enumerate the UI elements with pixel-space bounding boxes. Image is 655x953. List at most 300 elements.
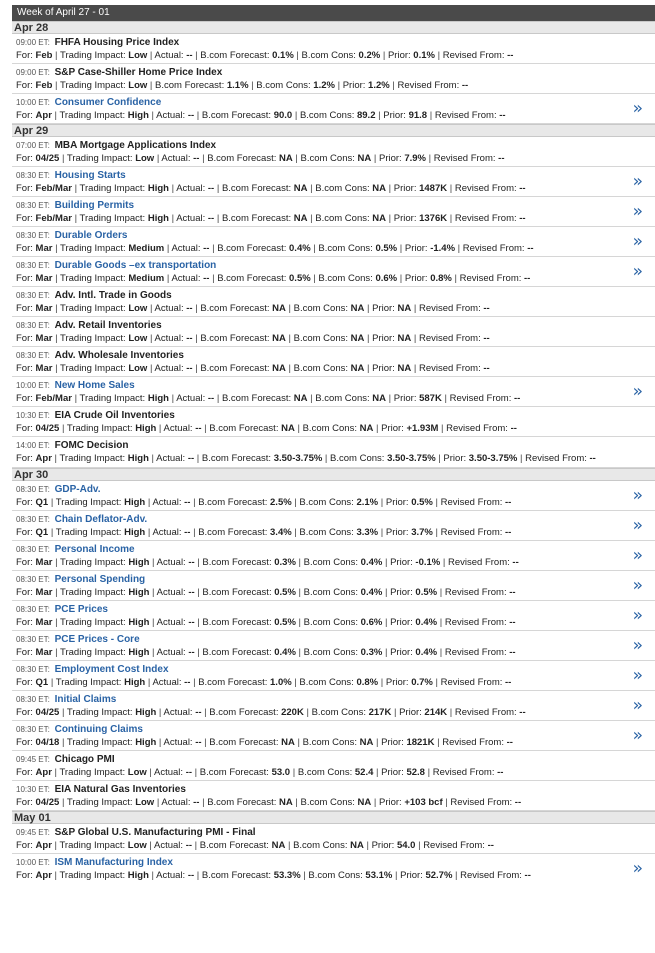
- event-name: Adv. Retail Inventories: [54, 320, 162, 331]
- consensus-value: 3.50-3.75%: [387, 453, 436, 464]
- forecast-value: NA: [272, 363, 286, 374]
- event-title-line: [16, 66, 655, 79]
- forecast-value: NA: [281, 737, 295, 748]
- prior-value: -0.1%: [415, 557, 441, 568]
- event-name-link[interactable]: New Home Sales: [54, 380, 135, 391]
- detail-label: Prior:: [372, 363, 395, 374]
- event-name-link[interactable]: Continuing Claims: [54, 724, 143, 735]
- revised-value: --: [509, 647, 516, 658]
- separator: |: [194, 870, 202, 881]
- event-details-line: [16, 869, 655, 882]
- detail-label: For:: [16, 363, 33, 374]
- event-row: [12, 257, 655, 287]
- event-title-line: [16, 259, 655, 272]
- detail-label: Revised From:: [525, 453, 587, 464]
- separator: |: [447, 707, 455, 718]
- detail-label: Trading Impact:: [59, 453, 126, 464]
- event-name-link[interactable]: Consumer Confidence: [54, 97, 162, 108]
- double-chevron-right-icon[interactable]: »: [632, 635, 643, 655]
- prior-value: 0.5%: [411, 497, 433, 508]
- separator: |: [375, 110, 384, 121]
- actual-value: --: [188, 587, 195, 598]
- separator: |: [364, 303, 373, 314]
- separator: |: [382, 617, 391, 628]
- separator: |: [145, 527, 153, 538]
- detail-label: Prior:: [385, 677, 409, 688]
- event-details-line: [16, 332, 655, 345]
- period-value: Apr: [35, 840, 52, 851]
- forecast-value: NA: [293, 183, 308, 194]
- revised-value: --: [512, 557, 519, 568]
- separator: |: [447, 213, 455, 224]
- impact-value: High: [135, 737, 157, 748]
- event-details-line: [16, 49, 655, 62]
- separator: |: [164, 273, 172, 284]
- double-chevron-right-icon[interactable]: »: [632, 725, 643, 745]
- separator: |: [295, 587, 304, 598]
- double-chevron-right-icon[interactable]: »: [632, 605, 643, 625]
- consensus-value: NA: [359, 423, 374, 434]
- detail-label: For:: [16, 840, 33, 851]
- impact-value: Low: [135, 153, 155, 164]
- revised-value: --: [519, 183, 526, 194]
- event-time: 08:30 ET:: [16, 261, 50, 270]
- actual-value: --: [185, 840, 193, 851]
- forecast-value: 0.5%: [274, 587, 296, 598]
- double-chevron-right-icon[interactable]: »: [632, 381, 643, 401]
- double-chevron-right-icon[interactable]: »: [632, 261, 643, 281]
- separator: |: [52, 50, 60, 61]
- separator: |: [199, 153, 208, 164]
- period-value: Q1: [35, 497, 49, 508]
- event-name-link[interactable]: Employment Cost Index: [54, 664, 169, 675]
- separator: |: [52, 617, 61, 628]
- detail-label: Revised From:: [454, 707, 517, 718]
- event-name-link[interactable]: Building Permits: [54, 200, 135, 211]
- separator: |: [146, 840, 155, 851]
- event-name-link[interactable]: GDP-Adv.: [54, 484, 101, 495]
- forecast-value: NA: [272, 303, 286, 314]
- event-time: 08:30 ET:: [16, 695, 50, 704]
- double-chevron-right-icon[interactable]: »: [632, 98, 643, 118]
- prior-value: 1821K: [406, 737, 435, 748]
- detail-label: B.com Forecast:: [202, 587, 272, 598]
- actual-value: --: [185, 767, 193, 778]
- separator: |: [194, 557, 203, 568]
- separator: |: [194, 617, 203, 628]
- revised-value: --: [505, 497, 512, 508]
- separator: |: [432, 677, 441, 688]
- period-value: Mar: [35, 617, 53, 628]
- consensus-value: 0.3%: [360, 647, 383, 658]
- detail-label: B.com Cons:: [256, 80, 311, 91]
- separator: |: [364, 363, 373, 374]
- double-chevron-right-icon[interactable]: »: [632, 201, 643, 221]
- separator: |: [148, 453, 157, 464]
- separator: |: [397, 273, 405, 284]
- detail-label: Actual:: [176, 393, 206, 404]
- double-chevron-right-icon[interactable]: »: [632, 485, 643, 505]
- period-value: Mar: [35, 363, 53, 374]
- period-value: Apr: [35, 453, 52, 464]
- event-time: 08:30 ET:: [16, 605, 50, 614]
- revised-value: --: [510, 423, 517, 434]
- event-row: [12, 571, 655, 601]
- detail-label: Actual:: [154, 363, 184, 374]
- period-value: Q1: [35, 677, 49, 688]
- impact-value: High: [124, 677, 146, 688]
- detail-label: Trading Impact:: [55, 497, 122, 508]
- forecast-value: NA: [271, 840, 286, 851]
- separator: |: [52, 273, 61, 284]
- separator: |: [192, 767, 200, 778]
- separator: |: [149, 557, 157, 568]
- double-chevron-right-icon[interactable]: »: [632, 515, 643, 535]
- separator: |: [300, 870, 309, 881]
- revised-value: --: [589, 453, 596, 464]
- separator: |: [427, 110, 435, 121]
- detail-label: For:: [16, 497, 33, 508]
- separator: |: [51, 840, 60, 851]
- revised-value: --: [483, 333, 490, 344]
- double-chevron-right-icon[interactable]: »: [632, 858, 643, 878]
- event-time: 14:00 ET:: [16, 441, 50, 450]
- event-time: 09:45 ET:: [16, 828, 50, 837]
- calendar-body: [0, 21, 655, 883]
- detail-label: For:: [16, 737, 33, 748]
- event-title-line: [16, 723, 655, 736]
- double-chevron-right-icon[interactable]: »: [632, 545, 643, 565]
- event-details-line: [16, 152, 655, 165]
- detail-label: Actual:: [163, 423, 193, 434]
- consensus-value: 0.6%: [360, 617, 383, 628]
- double-chevron-right-icon[interactable]: »: [632, 575, 643, 595]
- detail-label: B.com Forecast:: [202, 617, 272, 628]
- detail-label: Revised From:: [418, 303, 481, 314]
- detail-label: B.com Forecast:: [198, 497, 268, 508]
- separator: |: [71, 183, 80, 194]
- impact-value: High: [127, 453, 149, 464]
- separator: |: [214, 393, 222, 404]
- separator: |: [147, 80, 156, 91]
- separator: |: [411, 363, 419, 374]
- separator: |: [190, 677, 199, 688]
- event-time: 09:45 ET:: [16, 755, 50, 764]
- prior-value: 54.0: [396, 840, 416, 851]
- detail-label: Actual:: [161, 797, 191, 808]
- event-row: [12, 751, 655, 781]
- separator: |: [194, 587, 203, 598]
- event-row: [12, 721, 655, 751]
- separator: |: [435, 453, 444, 464]
- event-title-line: [16, 603, 655, 616]
- event-row: [12, 197, 655, 227]
- detail-label: Revised From:: [442, 737, 504, 748]
- impact-value: High: [128, 557, 150, 568]
- separator: |: [434, 50, 443, 61]
- detail-label: Revised From:: [449, 393, 512, 404]
- event-title-line: [16, 783, 655, 796]
- forecast-value: 90.0: [273, 110, 293, 121]
- detail-label: Prior:: [372, 303, 395, 314]
- detail-label: Revised From:: [440, 677, 503, 688]
- impact-value: High: [127, 110, 149, 121]
- impact-value: High: [135, 707, 157, 718]
- separator: |: [378, 677, 386, 688]
- period-value: Mar: [35, 273, 53, 284]
- consensus-value: 3.3%: [356, 527, 379, 538]
- consensus-value: 0.2%: [358, 50, 381, 61]
- separator: |: [378, 497, 386, 508]
- event-time: 08:30 ET:: [16, 291, 50, 300]
- event-name: EIA Crude Oil Inventories: [54, 410, 175, 421]
- separator: |: [295, 617, 304, 628]
- event-details-line: [16, 392, 655, 405]
- revised-value: --: [505, 527, 512, 538]
- separator: |: [391, 707, 400, 718]
- detail-label: B.com Cons:: [303, 647, 359, 658]
- detail-label: Revised From:: [440, 527, 503, 538]
- actual-value: --: [186, 333, 193, 344]
- event-time: 08:30 ET:: [16, 515, 50, 524]
- detail-label: Trading Impact:: [60, 80, 126, 91]
- separator: |: [148, 870, 157, 881]
- event-name-link[interactable]: Durable Orders: [54, 230, 128, 241]
- detail-label: Actual:: [154, 333, 184, 344]
- detail-label: For:: [16, 303, 33, 314]
- separator: |: [190, 497, 199, 508]
- event-details-line: [16, 496, 655, 509]
- prior-value: +103 bcf: [404, 797, 443, 808]
- detail-label: For:: [16, 153, 33, 164]
- separator: |: [190, 527, 199, 538]
- detail-label: B.com Forecast:: [217, 243, 287, 254]
- event-row: [12, 691, 655, 721]
- event-details-line: [16, 706, 655, 719]
- event-title-line: [16, 693, 655, 706]
- double-chevron-right-icon[interactable]: »: [632, 665, 643, 685]
- event-name-link[interactable]: Durable Goods –ex transportation: [54, 260, 217, 271]
- detail-label: For:: [16, 617, 33, 628]
- impact-value: High: [147, 213, 169, 224]
- separator: |: [307, 393, 316, 404]
- consensus-value: NA: [357, 797, 372, 808]
- event-details-line: [16, 646, 655, 659]
- separator: |: [437, 617, 445, 628]
- detail-label: For:: [16, 423, 33, 434]
- period-value: Feb: [35, 80, 53, 91]
- consensus-value: NA: [350, 840, 364, 851]
- consensus-value: 1.2%: [313, 80, 335, 91]
- event-name-link[interactable]: Initial Claims: [54, 694, 117, 705]
- double-chevron-right-icon[interactable]: »: [632, 231, 643, 251]
- consensus-value: 0.4%: [360, 557, 383, 568]
- separator: |: [382, 647, 391, 658]
- forecast-value: 0.5%: [274, 617, 296, 628]
- event-name-link[interactable]: PCE Prices - Core: [54, 634, 140, 645]
- detail-label: Trading Impact:: [66, 737, 133, 748]
- impact-value: High: [147, 183, 169, 194]
- separator: |: [71, 393, 80, 404]
- forecast-value: NA: [293, 393, 308, 404]
- double-chevron-right-icon[interactable]: »: [632, 695, 643, 715]
- period-value: Apr: [35, 767, 52, 778]
- separator: |: [426, 153, 434, 164]
- separator: |: [192, 363, 201, 374]
- detail-label: Prior:: [404, 243, 428, 254]
- event-row: [12, 481, 655, 511]
- detail-label: Prior:: [381, 423, 404, 434]
- detail-label: B.com Cons:: [315, 393, 370, 404]
- event-name-link[interactable]: Housing Starts: [54, 170, 126, 181]
- detail-label: B.com Cons:: [315, 213, 370, 224]
- detail-label: B.com Forecast:: [199, 840, 269, 851]
- detail-label: Actual:: [154, 767, 184, 778]
- detail-label: B.com Cons:: [299, 497, 354, 508]
- detail-label: Prior:: [385, 497, 409, 508]
- period-value: Apr: [35, 110, 52, 121]
- prior-value: 0.5%: [415, 587, 438, 598]
- period-value: Mar: [35, 243, 53, 254]
- prior-value: 91.8: [408, 110, 428, 121]
- event-time: 08:30 ET:: [16, 321, 50, 330]
- event-time: 08:30 ET:: [16, 171, 50, 180]
- separator: |: [432, 497, 441, 508]
- detail-label: For:: [16, 333, 33, 344]
- separator: |: [194, 110, 202, 121]
- detail-label: Trading Impact:: [79, 183, 146, 194]
- detail-label: For:: [16, 587, 33, 598]
- event-name-link[interactable]: Personal Spending: [54, 574, 146, 585]
- revised-value: --: [461, 80, 469, 91]
- prior-value: 0.1%: [413, 50, 435, 61]
- event-row: [12, 287, 655, 317]
- detail-label: B.com Cons:: [293, 840, 348, 851]
- event-time: 10:00 ET:: [16, 381, 50, 390]
- prior-value: 0.7%: [411, 677, 433, 688]
- event-name-link[interactable]: Chain Deflator-Adv.: [54, 514, 148, 525]
- detail-label: For:: [16, 557, 33, 568]
- double-chevron-right-icon[interactable]: »: [632, 171, 643, 191]
- event-row: [12, 781, 655, 811]
- detail-label: Actual:: [176, 213, 206, 224]
- detail-label: B.com Cons:: [308, 870, 363, 881]
- event-row: [12, 64, 655, 94]
- revised-value: --: [506, 737, 513, 748]
- separator: |: [147, 303, 155, 314]
- event-details-line: [16, 526, 655, 539]
- separator: |: [364, 333, 373, 344]
- separator: |: [146, 767, 155, 778]
- event-row: [12, 347, 655, 377]
- separator: |: [52, 557, 61, 568]
- separator: |: [194, 647, 203, 658]
- event-time: 09:00 ET:: [16, 68, 50, 77]
- separator: |: [51, 870, 60, 881]
- separator: |: [322, 453, 331, 464]
- separator: |: [71, 213, 80, 224]
- impact-value: Medium: [128, 273, 165, 284]
- event-name-link[interactable]: ISM Manufacturing Index: [54, 857, 173, 868]
- separator: |: [285, 363, 294, 374]
- event-title-line: [16, 139, 655, 152]
- event-name-link[interactable]: Personal Income: [54, 544, 135, 555]
- detail-label: Trading Impact:: [59, 767, 126, 778]
- actual-value: --: [193, 797, 200, 808]
- period-value: 04/25: [35, 797, 60, 808]
- detail-label: For:: [16, 453, 33, 464]
- event-name-link[interactable]: PCE Prices: [54, 604, 108, 615]
- separator: |: [371, 153, 379, 164]
- revised-value: --: [499, 110, 506, 121]
- event-row: [12, 824, 655, 854]
- separator: |: [145, 677, 153, 688]
- detail-label: Revised From:: [460, 870, 522, 881]
- prior-value: 52.7%: [425, 870, 453, 881]
- period-value: 04/25: [35, 707, 60, 718]
- separator: |: [437, 587, 445, 598]
- prior-value: +1.93M: [406, 423, 439, 434]
- separator: |: [156, 737, 164, 748]
- separator: |: [192, 303, 201, 314]
- event-title-line: [16, 289, 655, 302]
- separator: |: [440, 557, 448, 568]
- detail-label: Prior:: [399, 707, 422, 718]
- separator: |: [386, 393, 394, 404]
- separator: |: [51, 453, 60, 464]
- separator: |: [411, 303, 419, 314]
- separator: |: [52, 243, 61, 254]
- revised-value: --: [507, 50, 514, 61]
- separator: |: [248, 80, 257, 91]
- actual-value: --: [193, 153, 200, 164]
- revised-value: --: [524, 273, 531, 284]
- detail-label: Actual:: [161, 153, 191, 164]
- separator: |: [451, 273, 460, 284]
- separator: |: [373, 423, 382, 434]
- detail-label: Trading Impact:: [66, 423, 133, 434]
- revised-value: --: [483, 363, 490, 374]
- separator: |: [59, 737, 67, 748]
- separator: |: [307, 183, 316, 194]
- event-details-line: [16, 766, 655, 779]
- separator: |: [145, 497, 153, 508]
- detail-label: B.com Forecast:: [201, 110, 272, 121]
- forecast-value: 0.4%: [274, 647, 296, 658]
- separator: |: [59, 423, 67, 434]
- consensus-value: NA: [350, 303, 365, 314]
- detail-label: Actual:: [156, 110, 186, 121]
- actual-value: --: [187, 453, 195, 464]
- detail-label: Prior:: [400, 870, 423, 881]
- event-time: 08:30 ET:: [16, 725, 50, 734]
- detail-label: Revised From:: [444, 647, 507, 658]
- detail-label: Actual:: [156, 587, 186, 598]
- consensus-value: NA: [372, 393, 387, 404]
- separator: |: [192, 840, 200, 851]
- separator: |: [371, 797, 379, 808]
- separator: |: [201, 737, 210, 748]
- event-details-line: [16, 839, 655, 852]
- prior-value: -1.4%: [430, 243, 456, 254]
- forecast-value: 53.0: [271, 767, 291, 778]
- consensus-value: 0.8%: [356, 677, 379, 688]
- forecast-value: 3.4%: [270, 527, 292, 538]
- detail-label: Prior:: [390, 647, 413, 658]
- detail-label: B.com Forecast:: [200, 303, 270, 314]
- separator: |: [386, 183, 394, 194]
- event-details-line: [16, 272, 655, 285]
